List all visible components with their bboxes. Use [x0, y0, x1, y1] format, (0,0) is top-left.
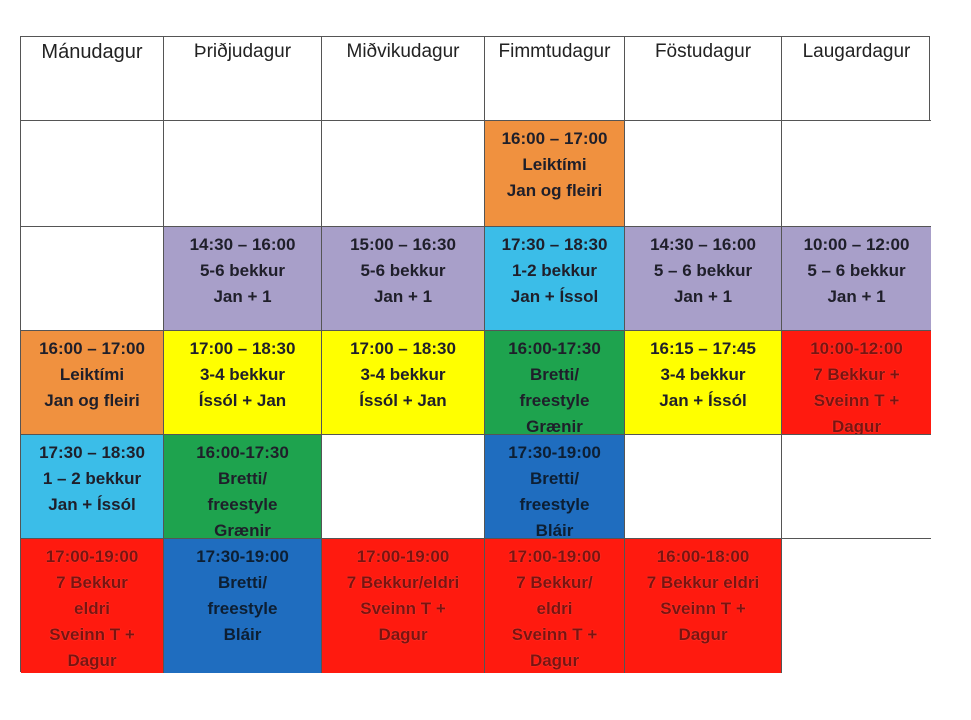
schedule-slot	[625, 227, 782, 331]
slot-time: 17:30-19:00	[196, 547, 289, 566]
schedule-slot	[485, 121, 625, 227]
slot-text: Jan + Íssól	[48, 495, 136, 514]
slot-text: Sveinn T +	[49, 625, 135, 644]
slot-text: Grænir	[214, 521, 271, 539]
schedule-slot	[782, 331, 931, 435]
slot-time: 17:00-19:00	[508, 547, 601, 566]
slot-text: 7 Bekkur/eldri	[346, 573, 460, 592]
slot-time: 16:00-17:30	[508, 339, 601, 358]
slot-text: Sveinn T +	[360, 599, 446, 618]
empty-slot	[21, 121, 164, 227]
slot-text: Dagur	[831, 417, 882, 435]
schedule-slot	[485, 331, 625, 435]
slot-time: 17:00 – 18:30	[189, 339, 296, 358]
slot-text: 5 – 6 bekkur	[653, 261, 753, 280]
slot-time: 16:00 – 17:00	[39, 339, 145, 358]
slot-text: Íssól + Jan	[359, 391, 447, 410]
slot-text: Sveinn T +	[511, 625, 598, 644]
slot-time: 16:00 – 17:00	[501, 129, 608, 148]
slot-text: Bretti/	[217, 573, 268, 592]
schedule-slot	[625, 539, 782, 673]
slot-text: Dagur	[678, 625, 728, 644]
slot-time: 10:00-12:00	[810, 339, 903, 358]
slot-text: Jan + 1	[213, 287, 272, 306]
slot-text: freestyle	[207, 599, 278, 618]
slot-text: 7 Bekkur	[56, 573, 128, 592]
slot-text: Grænir	[526, 417, 583, 435]
schedule-table	[20, 36, 930, 672]
slot-time: 17:30 – 18:30	[501, 235, 608, 254]
empty-slot	[782, 539, 931, 673]
slot-text: freestyle	[519, 495, 590, 514]
slot-text: Bláir	[535, 521, 574, 539]
day-header-wednesday: Miðvikudagur	[322, 37, 485, 121]
schedule-slot	[485, 539, 625, 673]
slot-text: freestyle	[519, 391, 590, 410]
slot-text: Jan + Íssól	[659, 391, 747, 410]
slot-text: Jan + 1	[827, 287, 886, 306]
schedule-slot	[322, 227, 485, 331]
schedule-slot	[164, 331, 322, 435]
empty-slot	[21, 227, 164, 331]
slot-time: 14:30 – 16:00	[189, 235, 296, 254]
slot-text: Sveinn T +	[813, 391, 900, 410]
slot-text: 7 Bekkur eldri	[646, 573, 760, 592]
day-header-monday: Mánudagur	[21, 37, 164, 121]
schedule-slot	[21, 331, 164, 435]
slot-text: Jan og fleiri	[506, 181, 603, 200]
empty-slot	[322, 435, 485, 539]
slot-text: eldri	[536, 599, 573, 618]
day-header-tuesday: Þriðjudagur	[164, 37, 322, 121]
slot-text: freestyle	[207, 495, 278, 514]
slot-text: Bretti/	[529, 469, 580, 488]
slot-text: Bláir	[223, 625, 262, 644]
slot-text: 1-2 bekkur	[511, 261, 598, 280]
schedule-slot	[164, 435, 322, 539]
slot-text: Leiktími	[522, 155, 587, 174]
slot-time: 16:00-17:30	[196, 443, 289, 462]
slot-time: 17:30-19:00	[508, 443, 601, 462]
schedule-slot	[164, 539, 322, 673]
slot-text: Dagur	[378, 625, 428, 644]
day-header-friday: Föstudagur	[625, 37, 782, 121]
slot-text: 5 – 6 bekkur	[807, 261, 906, 280]
empty-slot	[625, 435, 782, 539]
schedule-slot	[21, 435, 164, 539]
slot-text: 3-4 bekkur	[199, 365, 286, 384]
slot-text: Jan + Íssol	[510, 287, 599, 306]
slot-text: Bretti/	[217, 469, 268, 488]
slot-text: Bretti/	[529, 365, 580, 384]
slot-time: 17:00-19:00	[45, 547, 139, 566]
slot-text: 5-6 bekkur	[199, 261, 286, 280]
slot-time: 14:30 – 16:00	[650, 235, 756, 254]
slot-time: 16:00-18:00	[656, 547, 750, 566]
slot-text: Jan + 1	[673, 287, 733, 306]
schedule-slot	[782, 227, 931, 331]
schedule-slot	[164, 227, 322, 331]
day-header-thursday: Fimmtudagur	[485, 37, 625, 121]
slot-time: 17:00 – 18:30	[350, 339, 456, 358]
slot-time: 17:30 – 18:30	[39, 443, 145, 462]
slot-time: 10:00 – 12:00	[803, 235, 910, 254]
slot-text: 1 – 2 bekkur	[42, 469, 142, 488]
empty-slot	[322, 121, 485, 227]
schedule-slot	[485, 227, 625, 331]
slot-text: Sveinn T +	[660, 599, 746, 618]
slot-text: Jan + 1	[373, 287, 433, 306]
slot-text: 7 Bekkur/	[516, 573, 593, 592]
slot-text: Dagur	[529, 651, 580, 670]
schedule-slot	[21, 539, 164, 673]
slot-text: Dagur	[67, 651, 117, 670]
day-header-saturday: Laugardagur	[782, 37, 931, 121]
schedule-slot	[625, 331, 782, 435]
slot-time: 16:15 – 17:45	[650, 339, 756, 358]
slot-text: 3-4 bekkur	[660, 365, 746, 384]
slot-text: eldri	[74, 599, 110, 618]
empty-slot	[625, 121, 782, 227]
schedule-slot	[485, 435, 625, 539]
slot-text: Jan og fleiri	[44, 391, 140, 410]
slot-time: 15:00 – 16:30	[350, 235, 456, 254]
slot-time: 17:00-19:00	[356, 547, 450, 566]
slot-text: 3-4 bekkur	[360, 365, 446, 384]
slot-text: 7 Bekkur +	[813, 365, 900, 384]
empty-slot	[782, 435, 931, 539]
empty-slot	[164, 121, 322, 227]
schedule-slot	[322, 331, 485, 435]
slot-text: Leiktími	[59, 365, 125, 384]
slot-text: Íssól + Jan	[198, 391, 287, 410]
empty-slot	[782, 121, 931, 227]
schedule-slot	[322, 539, 485, 673]
slot-text: 5-6 bekkur	[360, 261, 446, 280]
